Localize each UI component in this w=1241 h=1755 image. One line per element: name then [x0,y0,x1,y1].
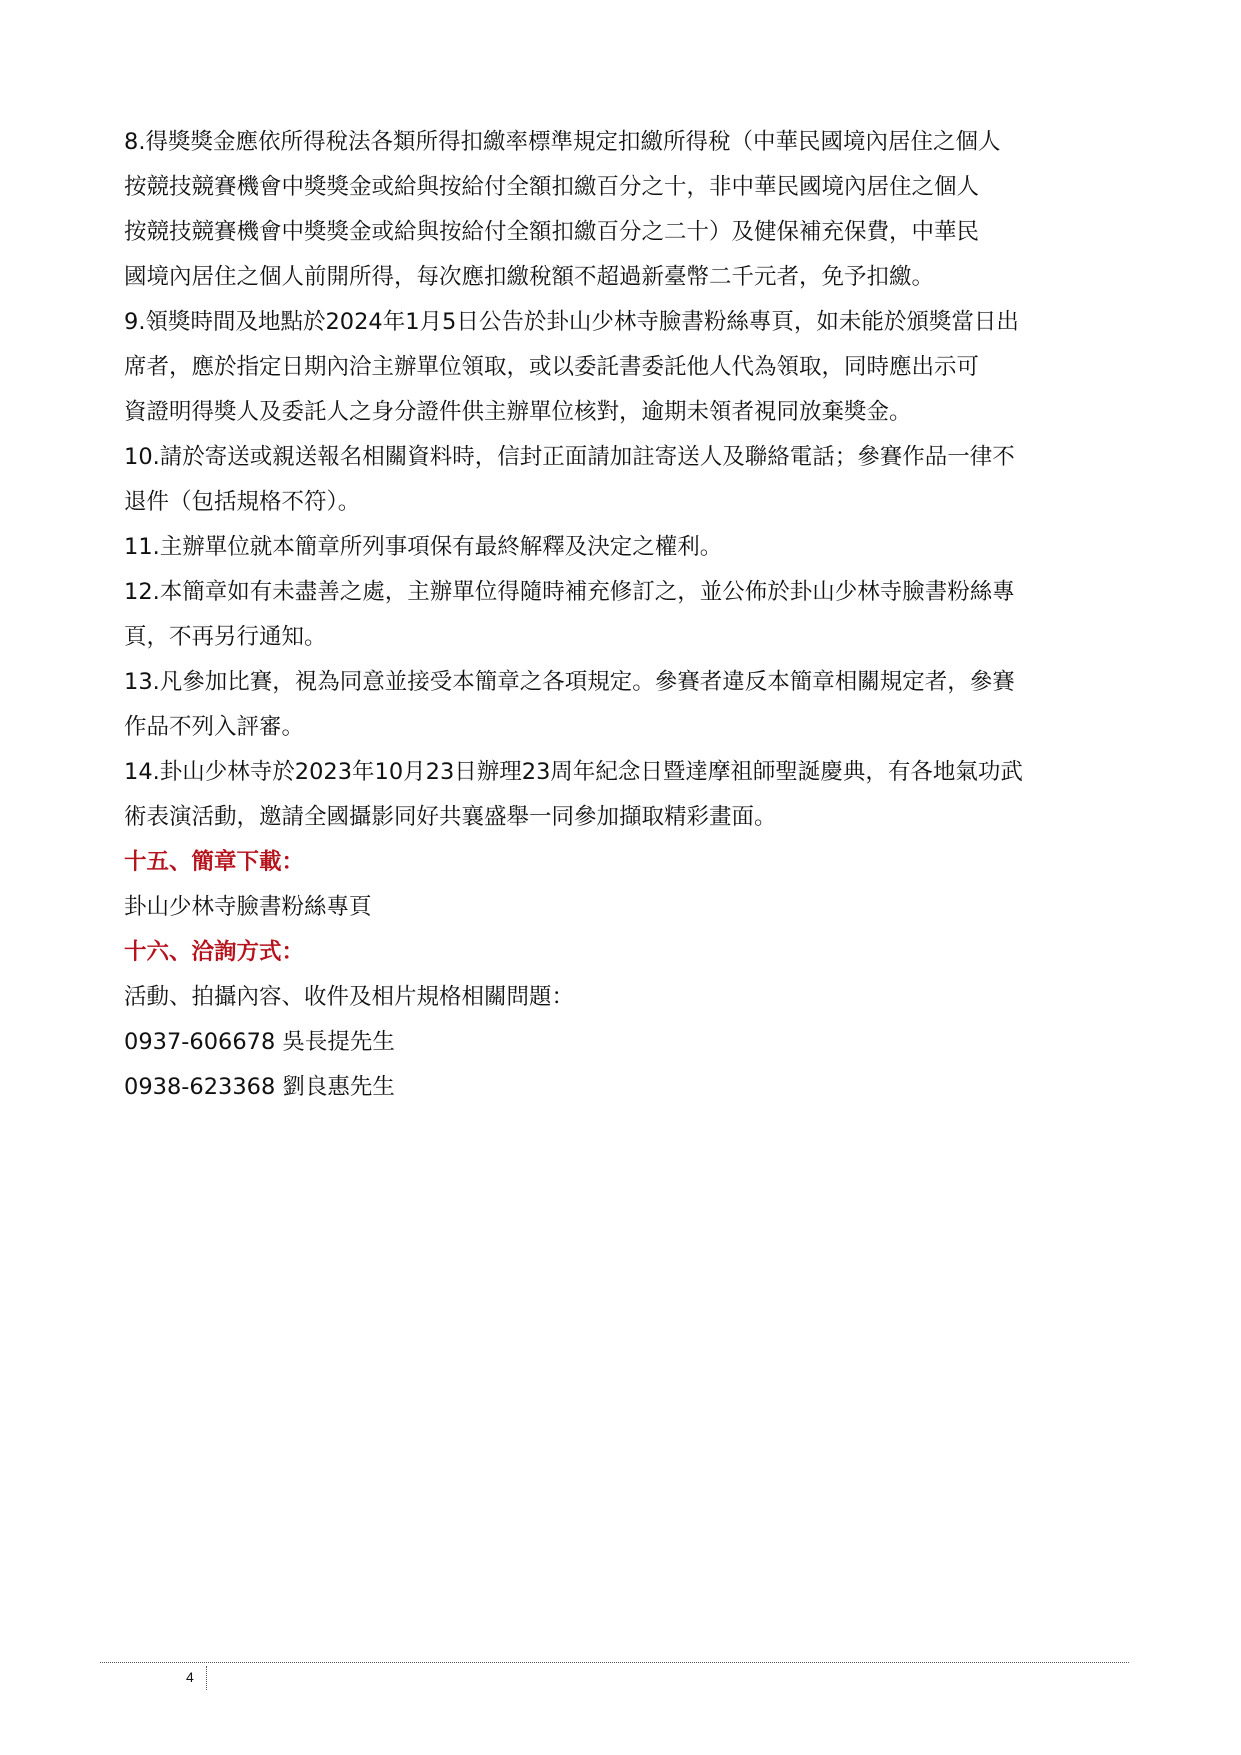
list-item-13 [124,660,1124,750]
document-body [124,120,1124,1110]
item-line: 12.本簡章如有未盡善之處，主辦單位得隨時補充修訂之，並公佈於卦山少林寺臉書粉絲專 [124,579,1015,605]
list-item-10 [124,435,1124,525]
list-item-12 [124,570,1124,660]
item-line: 術表演活動，邀請全國攝影同好共襄盛舉一同參加擷取精彩畫面。 [124,804,777,830]
section-heading-contact: 十六、洽詢方式： [124,939,305,965]
item-line: 14.卦山少林寺於2023年10月23日辦理23周年紀念日暨達摩祖師聖誕慶典，有各地氣功武 [124,759,1023,785]
download-text: 卦山少林寺臉書粉絲專頁 [124,894,372,920]
item-line: 按競技競賽機會中獎獎金或給與按給付全額扣繳百分之二十）及健保補充保費，中華民 [124,219,980,245]
item-line: 9.領獎時間及地點於2024年1月5日公告於卦山少林寺臉書粉絲專頁，如未能於頒獎當日出 [124,309,1019,335]
item-line: 8.得獎獎金應依所得稅法各類所得扣繳率標準規定扣繳所得稅（中華民國境內居住之個人 [124,129,1001,155]
item-line: 作品不列入評審。 [124,714,305,740]
item-line: 13.凡參加比賽，視為同意並接受本簡章之各項規定。參賽者違反本簡章相關規定者，參賽 [124,669,1015,695]
item-line: 按競技競賽機會中獎獎金或給與按給付全額扣繳百分之十，非中華民國境內居住之個人 [124,174,980,200]
list-item-9 [124,300,1124,435]
item-line: 國境內居住之個人前開所得，每次應扣繳稅額不超過新臺幣二千元者，免予扣繳。 [124,264,935,290]
item-line: 10.請於寄送或親送報名相關資料時，信封正面請加註寄送人及聯絡電話；參賽作品一律不 [124,444,1015,470]
list-item-8 [124,120,1124,300]
footer-divider [100,1662,1129,1663]
item-line: 頁，不再另行通知。 [124,624,327,650]
page-number: 4 [186,1669,194,1685]
item-line: 退件（包括規格不符）。 [124,489,361,515]
item-line: 11.主辦單位就本簡章所列事項保有最終解釋及決定之權利。 [124,534,723,560]
list-item-14 [124,750,1124,840]
section-heading-download: 十五、簡章下載： [124,849,305,875]
contact-intro: 活動、拍攝內容、收件及相片規格相關問題： [124,984,575,1010]
page-number-separator [206,1666,207,1690]
list-item-11 [124,525,1124,570]
item-line: 席者，應於指定日期內洽主辦單位領取，或以委託書委託他人代為領取，同時應出示可 [124,354,980,380]
contact-line: 0937-606678 吳長提先生 [124,1029,395,1055]
contact-line: 0938-623368 劉良惠先生 [124,1074,395,1100]
item-line: 資證明得獎人及委託人之身分證件供主辦單位核對，逾期未領者視同放棄獎金。 [124,399,912,425]
